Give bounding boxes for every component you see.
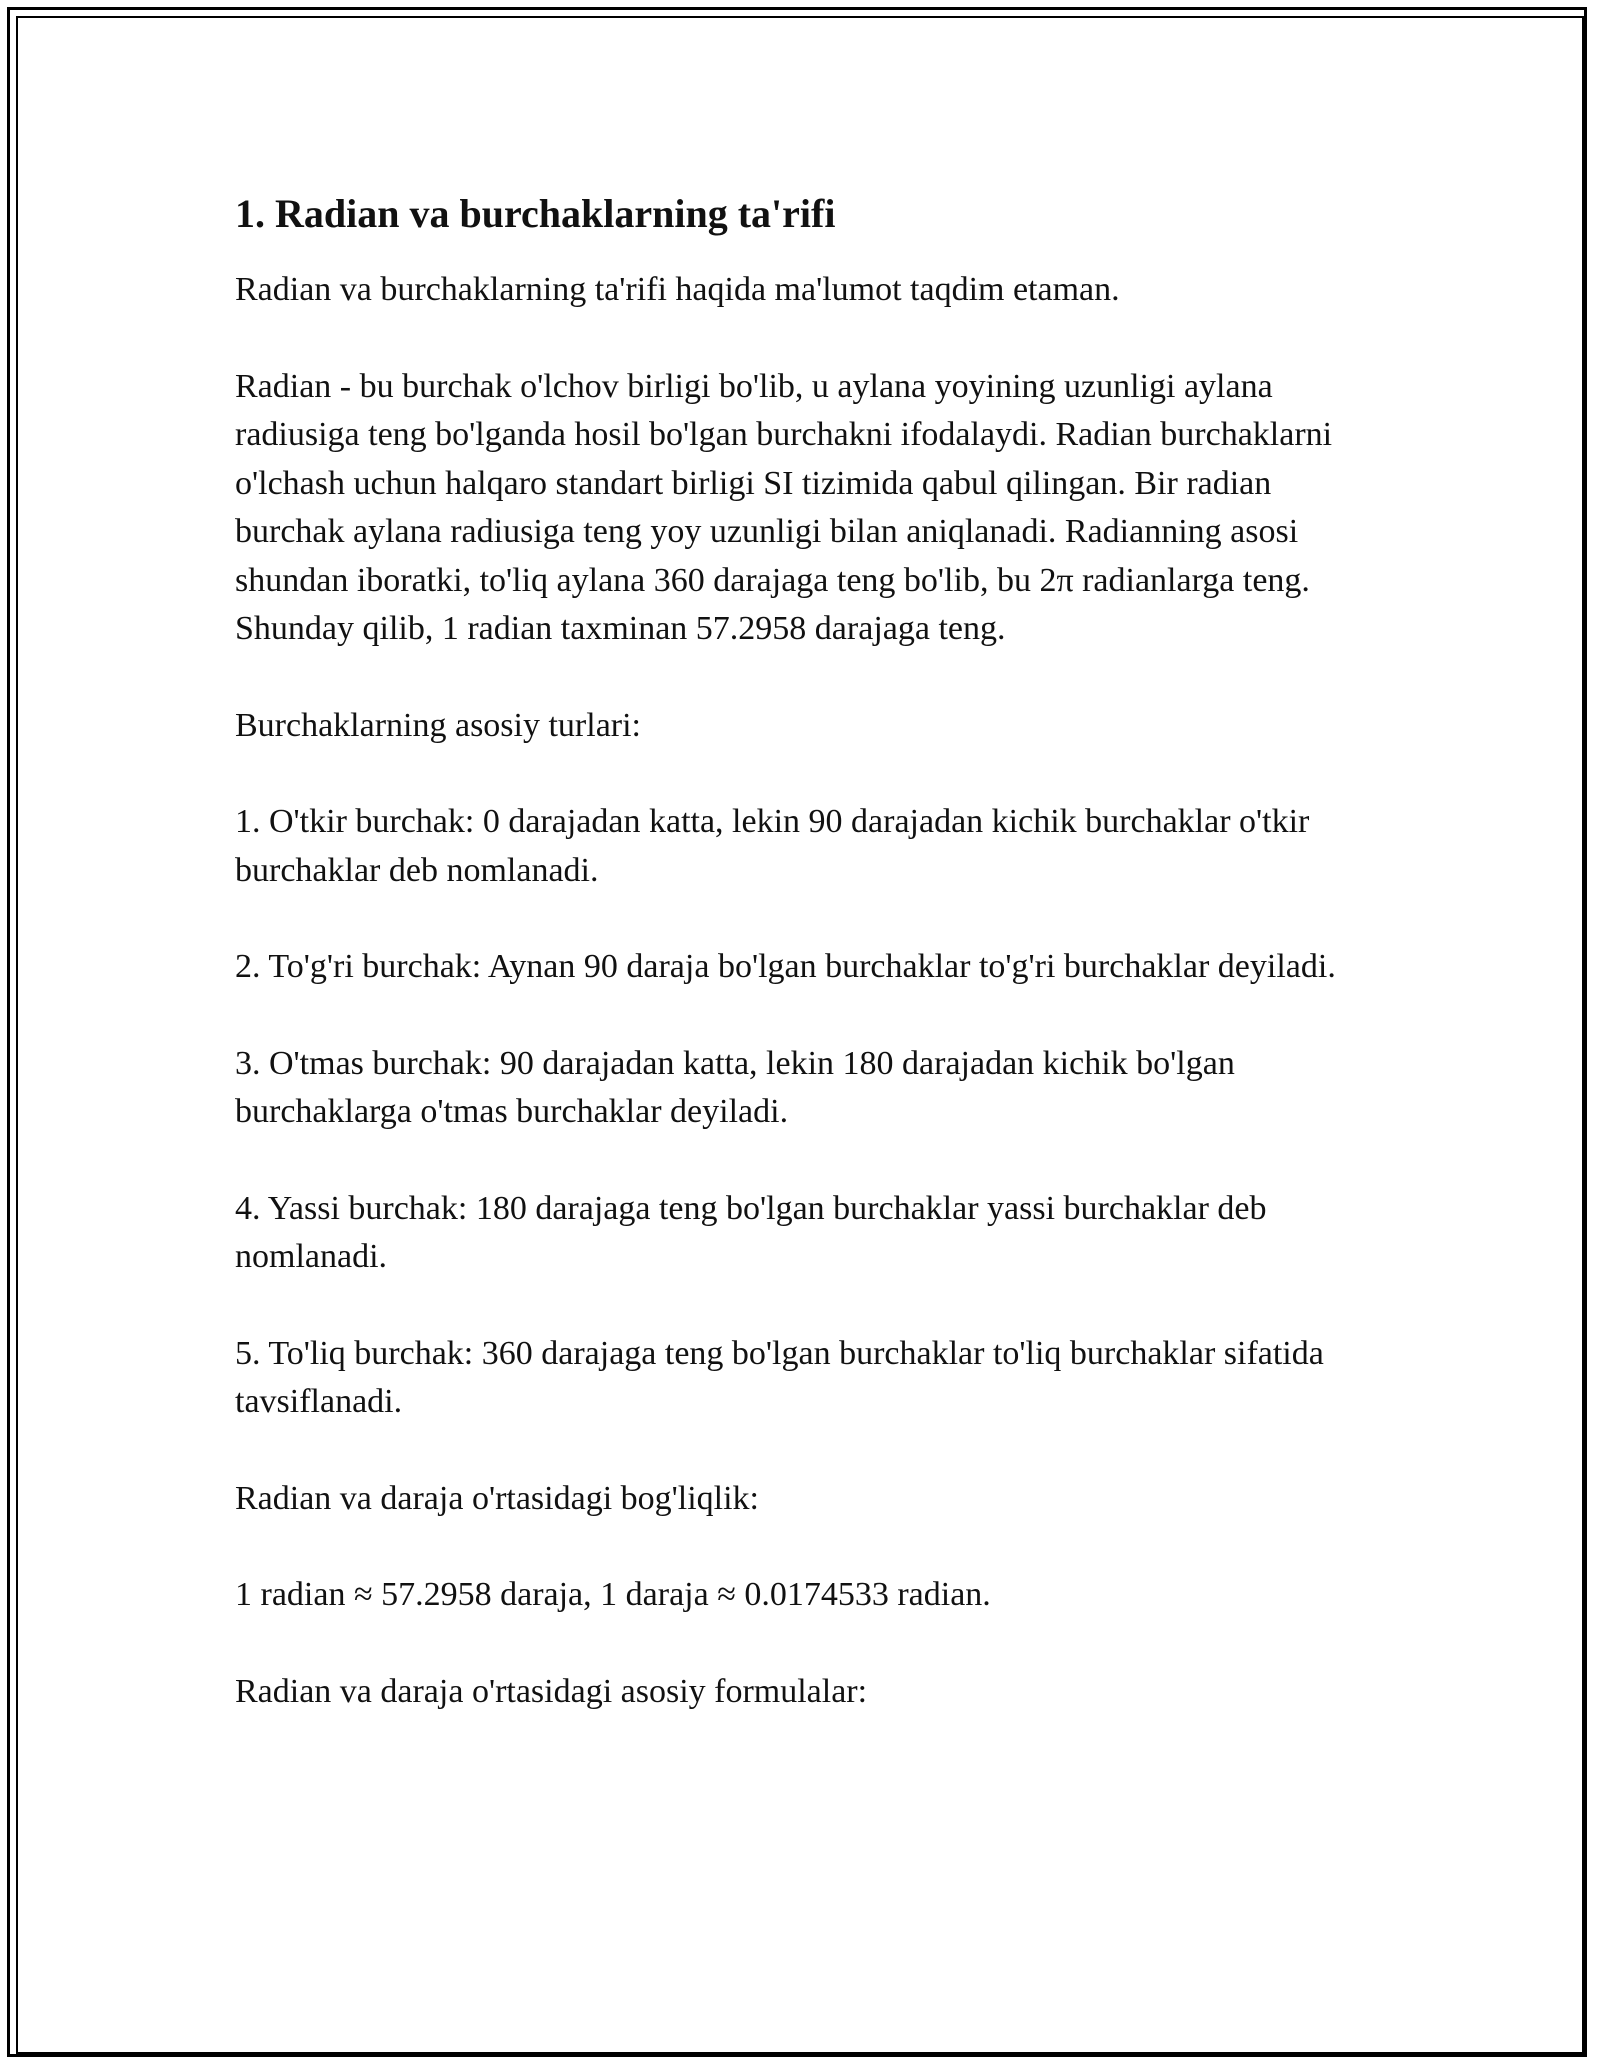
conversion-values: 1 radian ≈ 57.2958 daraja, 1 daraja ≈ 0.0174533 radian. bbox=[235, 1576, 991, 1613]
intro-paragraph: Radian va burchaklarning ta'rifi haqida ma'lumot taqdim etaman. bbox=[235, 271, 1120, 308]
relation-heading: Radian va daraja o'rtasidagi bog'liqlik: bbox=[235, 1479, 759, 1517]
angle-types-heading: Burchaklarning asosiy turlari: bbox=[235, 706, 642, 744]
document-body bbox=[235, 188, 1375, 1764]
list-item-full-angle: 5. To'liq burchak: 360 darajaga teng bo'lgan burchaklar to'liq burchaklar sifatida tavsiflanadi. bbox=[235, 1334, 1324, 1420]
list-item-right-angle: 2. To'g'ri burchak: Aynan 90 daraja bo'lgan burchaklar to'g'ri burchaklar deyiladi. bbox=[235, 948, 1336, 985]
list-item-obtuse-angle: 3. O'tmas burchak: 90 darajadan katta, lekin 180 darajadan kichik bo'lgan burchaklarga o'tmas burchaklar deyiladi. bbox=[235, 1044, 1235, 1130]
formulas-heading: Radian va daraja o'rtasidagi asosiy formulalar: bbox=[235, 1672, 868, 1710]
list-item-straight-angle: 4. Yassi burchak: 180 darajaga teng bo'lgan burchaklar yassi burchaklar deb nomlanadi. bbox=[235, 1189, 1267, 1275]
section-heading: 1. Radian va burchaklarning ta'rifi bbox=[235, 191, 836, 236]
list-item-acute-angle: 1. O'tkir burchak: 0 darajadan katta, lekin 90 darajadan kichik burchaklar o'tkir burchaklar deb nomlanadi. bbox=[235, 803, 1310, 889]
radian-definition-paragraph: Radian - bu burchak o'lchov birligi bo'lib, u aylana yoyining uzunligi aylana radiusiga teng bo'lganda hosil bo'lgan burchakni ifodalaydi. Radian burchaklarni o'lchash uchun halqaro standart birligi SI tizimida qabul qilingan. Bir radian burchak aylana radiusiga teng yoy uzunligi bilan aniqlanadi. Radianning asosi shundan iboratki, to'liq aylana 360 darajaga teng bo'lib, bu 2π radianlarga teng. Shunday qilib, 1 radian taxminan 57.2958 darajaga teng. bbox=[235, 367, 1333, 647]
